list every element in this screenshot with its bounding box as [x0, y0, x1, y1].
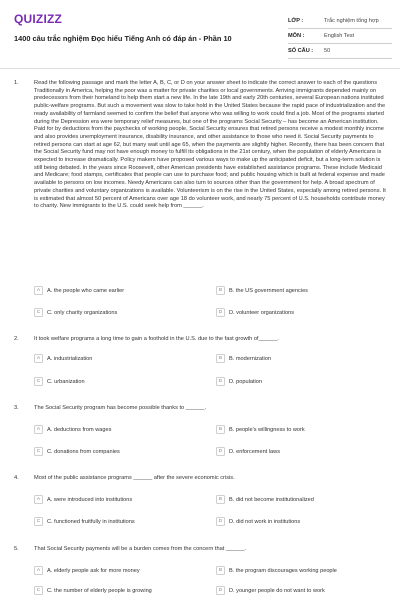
option-text: A. industrialization [47, 355, 93, 362]
option-a[interactable] [34, 566, 204, 577]
option-letter-box: A [34, 495, 43, 504]
option-text: D. volunteer organizations [229, 309, 294, 316]
option-text: A. deductions from wages [47, 426, 112, 433]
option-b[interactable] [216, 425, 386, 436]
option-letter-box: D [216, 517, 225, 526]
option-text: C. functioned fruitfully in institutions [47, 518, 135, 525]
option-a[interactable] [34, 425, 204, 436]
question-number: 3. [14, 405, 19, 411]
option-text: B. people's willingness to work [229, 426, 305, 433]
option-letter-box: D [216, 377, 225, 386]
document-meta [288, 14, 392, 59]
meta-row-subject [288, 29, 392, 44]
option-letter-box: C [34, 377, 43, 386]
question-text: Read the following passage and mark the letter A, B, C, or D on your answer sheet to indicate the correct answer to each of the questions Traditionally in America, helping the poor was a matter for private charities or local governments. Arriving immigrants depended mainly on predecessors from their homeland to help them start a new life. In the late 19th and early 20th centuries, several European nations instituted public-welfare programs. But such a movement was slow to take hold in the United States because the rapid pace of industrialization and the ready availability of farmland seemed to confirm the belief that anyone who was willing to work could find a job. Most of the programs started during the Depression era were temporary relief measures, but one of the programs Social Security – has become an American institution. Paid for by deductions from the paychecks of working people, Social Security ensures that retired persons receive a modest monthly income and also provides unemployment insurance, disability insurance, and other assistance to those who need it. Social Security payments to retired persons can start at age 62, but many wait until age 65, when the payments are slightly higher. Recently, there has been concern that the Social Security fund may not have enough money to fulfill its obligations in the 21st century, when the population of elderly Americans is expected to increase dramatically. Policy makers have proposed various ways to make up the anticipated deficit, but a long-term solution is still being debated. In the years since Roosevelt, other American presidents have established assistance programs. These include Medicaid and Medicare; food stamps, certificates that people can use to purchase food; and public housing which is built at federal expense and made available to persons on low incomes. Needy Americans can also turn to sources other than the government for help. A broad spectrum of private charities and voluntary organizations is available. Volunteerism is on the rise in the United States, especially among retired persons. It is estimated that almost 50 percent of Americans over age 18 do volunteer work, and nearly 75 percent of U.S. households contribute money to charity. New immigrants to the U.S. could seek help from ______. [34, 80, 386, 210]
option-letter-box: C [34, 447, 43, 456]
option-b[interactable] [216, 286, 386, 297]
option-a[interactable] [34, 286, 204, 297]
option-letter-box: D [216, 308, 225, 317]
option-letter-box: A [34, 566, 43, 575]
option-text: C. donations from companies [47, 448, 120, 455]
option-letter-box: D [216, 447, 225, 456]
option-text: B. the program discourages working people [229, 567, 337, 574]
header-divider [0, 68, 400, 69]
option-text: B. modernization [229, 355, 271, 362]
option-letter-box: B [216, 425, 225, 434]
meta-key: SỐ CÂU : [288, 48, 314, 54]
option-c[interactable] [34, 377, 204, 388]
option-c[interactable] [34, 517, 204, 528]
question-text: It took welfare programs a long time to gain a foothold in the U.S. due to the fast growth of______. [34, 336, 279, 342]
question-number: 2. [14, 336, 19, 342]
meta-row-count [288, 44, 392, 59]
option-text: A. elderly people ask for more money [47, 567, 140, 574]
option-text: D. enforcement laws [229, 448, 280, 455]
option-letter-box: C [34, 308, 43, 317]
option-c[interactable] [34, 586, 204, 597]
document-header [0, 0, 400, 62]
option-d[interactable] [216, 377, 386, 388]
option-text: C. only charity organizations [47, 309, 118, 316]
question-text: The Social Security program has become possible thanks to ______. [34, 405, 207, 411]
option-a[interactable] [34, 354, 204, 365]
option-letter-box: B [216, 286, 225, 295]
option-letter-box: D [216, 586, 225, 595]
option-d[interactable] [216, 447, 386, 458]
option-letter-box: B [216, 566, 225, 575]
meta-value: 50 [324, 48, 331, 54]
option-c[interactable] [34, 447, 204, 458]
option-text: A. the people who came earlier [47, 287, 125, 294]
document-title: 1400 câu trắc nghiệm Đọc hiểu Tiếng Anh có đáp án - Phần 10 [14, 34, 232, 43]
option-text: D. did not work in institutions [229, 518, 301, 525]
meta-key: LỚP : [288, 18, 304, 24]
question-text: Most of the public assistance programs ______ after the severe economic crisis. [34, 475, 235, 481]
option-c[interactable] [34, 308, 204, 319]
option-text: D. younger people do not want to work [229, 587, 325, 594]
option-letter-box: A [34, 286, 43, 295]
option-d[interactable] [216, 586, 386, 597]
option-letter-box: B [216, 495, 225, 504]
option-text: C. urbanization [47, 378, 85, 385]
option-letter-box: B [216, 354, 225, 363]
question-text: That Social Security payments will be a burden comes from the concern that ______. [34, 546, 247, 552]
meta-value: Trắc nghiệm tổng hợp [324, 18, 379, 24]
quizizz-logo: QUIZIZZ [14, 12, 63, 26]
option-b[interactable] [216, 354, 386, 365]
option-text: B. the US government agencies [229, 287, 308, 294]
option-letter-box: C [34, 517, 43, 526]
meta-value: English Test [324, 33, 355, 39]
meta-row-class [288, 14, 392, 29]
option-text: B. did not become institutionalized [229, 496, 314, 503]
option-b[interactable] [216, 495, 386, 506]
option-d[interactable] [216, 308, 386, 319]
option-letter-box: C [34, 586, 43, 595]
question-number: 4. [14, 475, 19, 481]
question-number: 1. [14, 80, 19, 86]
option-text: D. population [229, 378, 262, 385]
option-letter-box: A [34, 425, 43, 434]
option-text: A. were introduced into institutions [47, 496, 133, 503]
option-b[interactable] [216, 566, 386, 577]
option-text: C. the number of elderly people is growing [47, 587, 152, 594]
option-d[interactable] [216, 517, 386, 528]
question-number: 5. [14, 546, 19, 552]
meta-key: MÔN : [288, 33, 305, 39]
option-a[interactable] [34, 495, 204, 506]
option-letter-box: A [34, 354, 43, 363]
